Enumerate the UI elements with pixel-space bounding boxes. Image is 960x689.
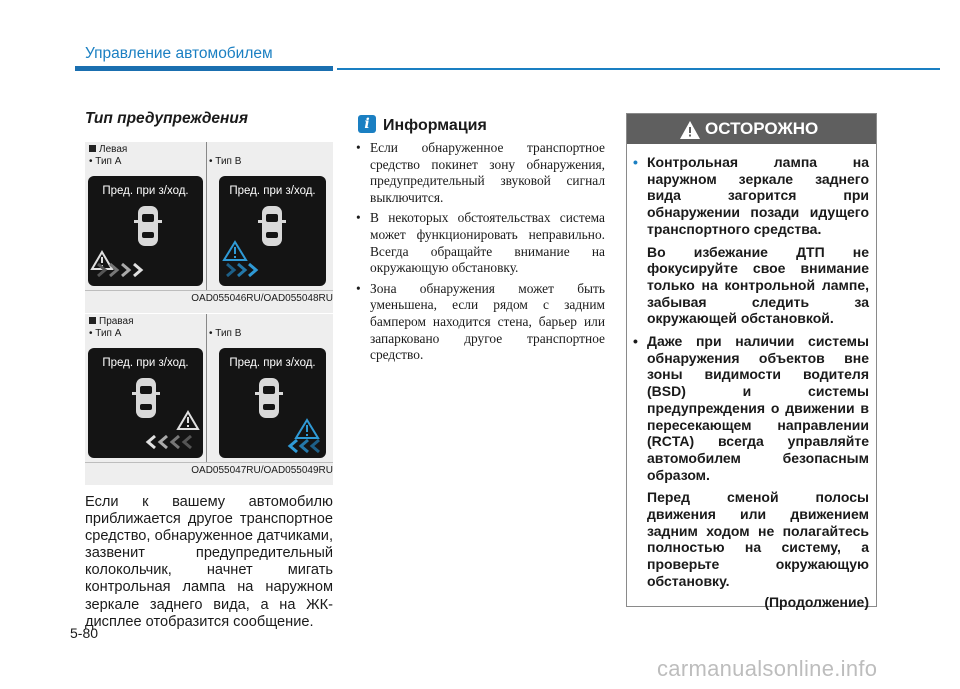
figure-side-label: Левая — [89, 144, 127, 155]
chapter-title: Управление автомобилем — [85, 45, 273, 62]
warning-triangle-icon — [224, 242, 246, 260]
square-bullet-icon — [89, 317, 96, 324]
type-a-label: • Тип A — [89, 328, 122, 339]
warning-box — [626, 113, 877, 610]
warning-title: ОСТОРОЖНО — [705, 119, 819, 138]
warning-triangle-icon — [680, 121, 700, 139]
figure-code: OAD055046RU/OAD055048RU — [191, 293, 333, 304]
info-icon: i — [358, 115, 376, 133]
warning-item-detail: Во избежание ДТП не фокусируйте свое внимание только на контрольной лампе, забывая следить за окружающей обстановкой. — [647, 243, 869, 327]
car-icon — [258, 206, 286, 246]
warning-item: • Контрольная лампа на наружном зеркале заднего вида загорится при обнаружении позади идущего транспортного средства. — [633, 154, 869, 237]
bullet-icon: • — [356, 140, 361, 155]
figure-rule — [85, 290, 333, 291]
chevrons-right-icon — [98, 264, 141, 276]
chevrons-right-icon — [227, 264, 256, 276]
warning-item: • Даже при наличии системы обнаружения объектов вне зоны видимости водителя (BSD) и системы предупреждения о движении в пересекающем направлении (RCTA) всегда управляйте автомобилем безопасным образом. — [633, 333, 869, 483]
watermark: carmanualsonline.info — [657, 656, 878, 681]
warning-triangle-icon — [178, 412, 198, 429]
display-message: Пред. при з/ход. — [229, 185, 316, 197]
type-b-label: • Тип B — [209, 156, 242, 167]
header-bar — [75, 66, 333, 71]
square-bullet-icon — [89, 145, 96, 152]
figure-divider — [206, 314, 207, 462]
bullet-icon: • — [633, 333, 638, 350]
type-b-label: • Тип B — [209, 328, 242, 339]
chevrons-left-icon — [148, 436, 191, 448]
cluster-display-type-b — [219, 348, 326, 458]
warning-header — [627, 114, 876, 144]
warning-item-detail: Перед сменой полосы движения или движением задним ходом не полагайтесь полностью на систему, а проверьте окружающую обстановку. — [647, 489, 869, 589]
figure-rule — [85, 462, 333, 463]
car-icon — [255, 378, 283, 418]
bullet-icon: • — [356, 280, 361, 296]
bullet-icon: • — [633, 154, 638, 170]
figure-divider — [206, 142, 207, 290]
body-paragraph: Если к вашему автомобилю приближается другое транспортное средство, обнаруженное датчиками, зазвенит предупредительный колокольчик, начнет мигать контрольная лампа на наружном зеркале заднего вида, а на ЖК-дисплее отобразится сообщение. — [85, 494, 333, 630]
chevrons-left-icon — [290, 440, 319, 452]
warning-triangle-icon — [296, 420, 318, 438]
cluster-display-type-a — [88, 348, 203, 458]
info-list — [356, 140, 605, 368]
figure-side-label: Правая — [89, 316, 134, 327]
figure-right-warning — [85, 314, 333, 485]
figure-left-warning — [85, 142, 333, 313]
car-icon — [134, 206, 162, 246]
cluster-display-type-a — [88, 176, 203, 286]
list-item: • Если обнаруженное транспортное средство покинет зону обнаружения, предупредительный звуковой сигнал выключится. — [356, 140, 605, 205]
type-a-label: • Тип A — [89, 156, 122, 167]
figure-code: OAD055047RU/OAD055049RU — [191, 465, 333, 476]
page-number: 5-80 — [70, 625, 99, 641]
info-title: Информация — [383, 117, 487, 134]
header-rule — [337, 68, 940, 70]
display-message: Пред. при з/ход. — [229, 357, 316, 369]
display-message: Пред. при з/ход. — [102, 185, 189, 197]
list-item: • Зона обнаружения может быть уменьшена, если рядом с задним бампером находится стена, барьер или запарковано другое транспортное средство. — [356, 280, 605, 363]
car-icon — [132, 378, 160, 418]
continued-label: (Продолжение) — [764, 593, 869, 610]
cluster-display-type-b — [219, 176, 326, 286]
list-item: • В некоторых обстоятельствах система может функционировать неправильно. Всегда обращайте внимание на окружающую обстановку. — [356, 210, 605, 276]
section-title: Тип предупреждения — [85, 110, 248, 127]
bullet-icon: • — [356, 210, 361, 226]
display-message: Пред. при з/ход. — [102, 357, 189, 369]
warning-body — [633, 154, 869, 610]
